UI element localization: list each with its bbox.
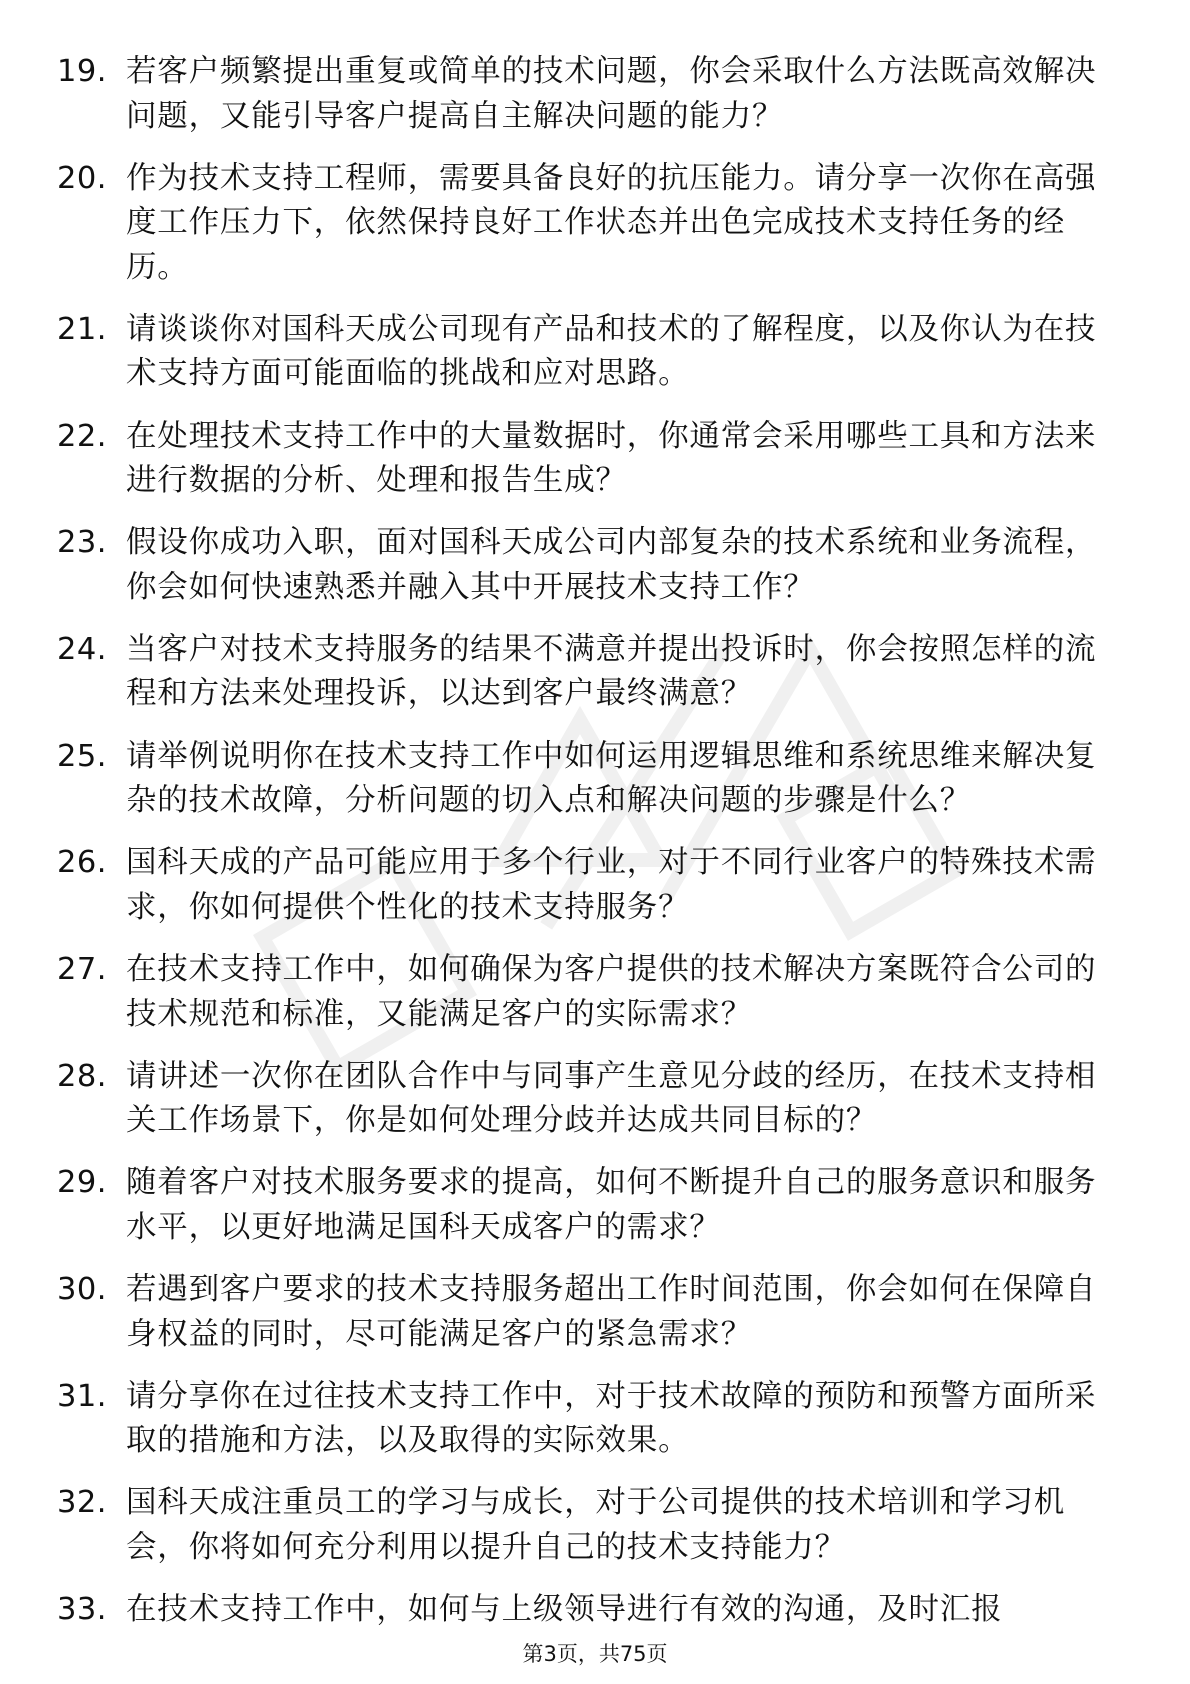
list-item (57, 415, 1117, 504)
list-item (57, 841, 1117, 930)
list-item (57, 735, 1117, 824)
list-item (57, 1161, 1117, 1250)
list-item (57, 1588, 1117, 1633)
question-text: 请举例说明你在技术支持工作中如何运用逻辑思维和系统思维来解决复杂的技术故障，分析问题的切入点和解决问题的步骤是什么？ (126, 738, 1097, 819)
list-item (57, 628, 1117, 717)
list-item (57, 1055, 1117, 1144)
question-text: 在技术支持工作中，如何与上级领导进行有效的沟通，及时汇报 (126, 1592, 1003, 1628)
question-number: 27. (57, 952, 108, 987)
question-number: 23. (57, 525, 108, 561)
list-item (57, 1268, 1117, 1357)
page-number: 第3页，共75页 (522, 1642, 668, 1666)
list-item (57, 1481, 1117, 1570)
question-number: 19. (57, 54, 108, 89)
question-number: 32. (57, 1485, 108, 1521)
question-number: 20. (57, 160, 108, 196)
list-item (57, 308, 1117, 397)
question-text: 请讲述一次你在团队合作中与同事产生意见分歧的经历，在技术支持相关工作场景下，你是如何处理分歧并达成共同目标的？ (126, 1058, 1097, 1139)
question-text: 国科天成的产品可能应用于多个行业，对于不同行业客户的特殊技术需求，你如何提供个性化的技术支持服务？ (126, 845, 1097, 925)
question-number: 24. (57, 631, 108, 667)
question-text: 当客户对技术支持服务的结果不满意并提出投诉时，你会按照怎样的流程和方法来处理投诉，以达到客户最终满意？ (126, 631, 1097, 712)
list-item (57, 50, 1117, 139)
question-list (57, 50, 1117, 1650)
question-number: 28. (57, 1058, 108, 1094)
question-number: 30. (57, 1272, 108, 1308)
question-number: 33. (57, 1592, 108, 1628)
question-text: 请谈谈你对国科天成公司现有产品和技术的了解程度，以及你认为在技术支持方面可能面临的挑战和应对思路。 (126, 311, 1097, 392)
question-text: 请分享你在过往技术支持工作中，对于技术故障的预防和预警方面所采取的措施和方法，以及取得的实际效果。 (126, 1378, 1097, 1459)
question-text: 国科天成注重员工的学习与成长，对于公司提供的技术培训和学习机会，你将如何充分利用以提升自己的技术支持能力？ (126, 1485, 1065, 1565)
question-text: 在技术支持工作中，如何确保为客户提供的技术解决方案既符合公司的技术规范和标准，又能满足客户的实际需求？ (126, 952, 1097, 1032)
question-number: 29. (57, 1165, 108, 1201)
list-item (57, 521, 1117, 610)
question-number: 26. (57, 845, 108, 881)
question-number: 25. (57, 738, 108, 774)
question-number: 22. (57, 418, 108, 454)
question-text: 作为技术支持工程师，需要具备良好的抗压能力。请分享一次你在高强度工作压力下，依然保持良好工作状态并出色完成技术支持任务的经历。 (126, 160, 1097, 285)
question-text: 在处理技术支持工作中的大量数据时，你通常会采用哪些工具和方法来进行数据的分析、处理和报告生成？ (126, 418, 1097, 499)
question-text: 假设你成功入职，面对国科天成公司内部复杂的技术系统和业务流程，你会如何快速熟悉并融入其中开展技术支持工作？ (126, 525, 1097, 605)
question-text: 若遇到客户要求的技术支持服务超出工作时间范围，你会如何在保障自身权益的同时，尽可能满足客户的紧急需求？ (126, 1272, 1097, 1352)
question-number: 21. (57, 311, 108, 347)
question-number: 31. (57, 1378, 108, 1414)
question-text: 随着客户对技术服务要求的提高，如何不断提升自己的服务意识和服务水平，以更好地满足国科天成客户的需求？ (126, 1165, 1097, 1245)
list-item (57, 1375, 1117, 1464)
question-text: 若客户频繁提出重复或简单的技术问题，你会采取什么方法既高效解决问题，又能引导客户提高自主解决问题的能力？ (126, 54, 1097, 134)
list-item (57, 157, 1117, 291)
list-item (57, 948, 1117, 1037)
